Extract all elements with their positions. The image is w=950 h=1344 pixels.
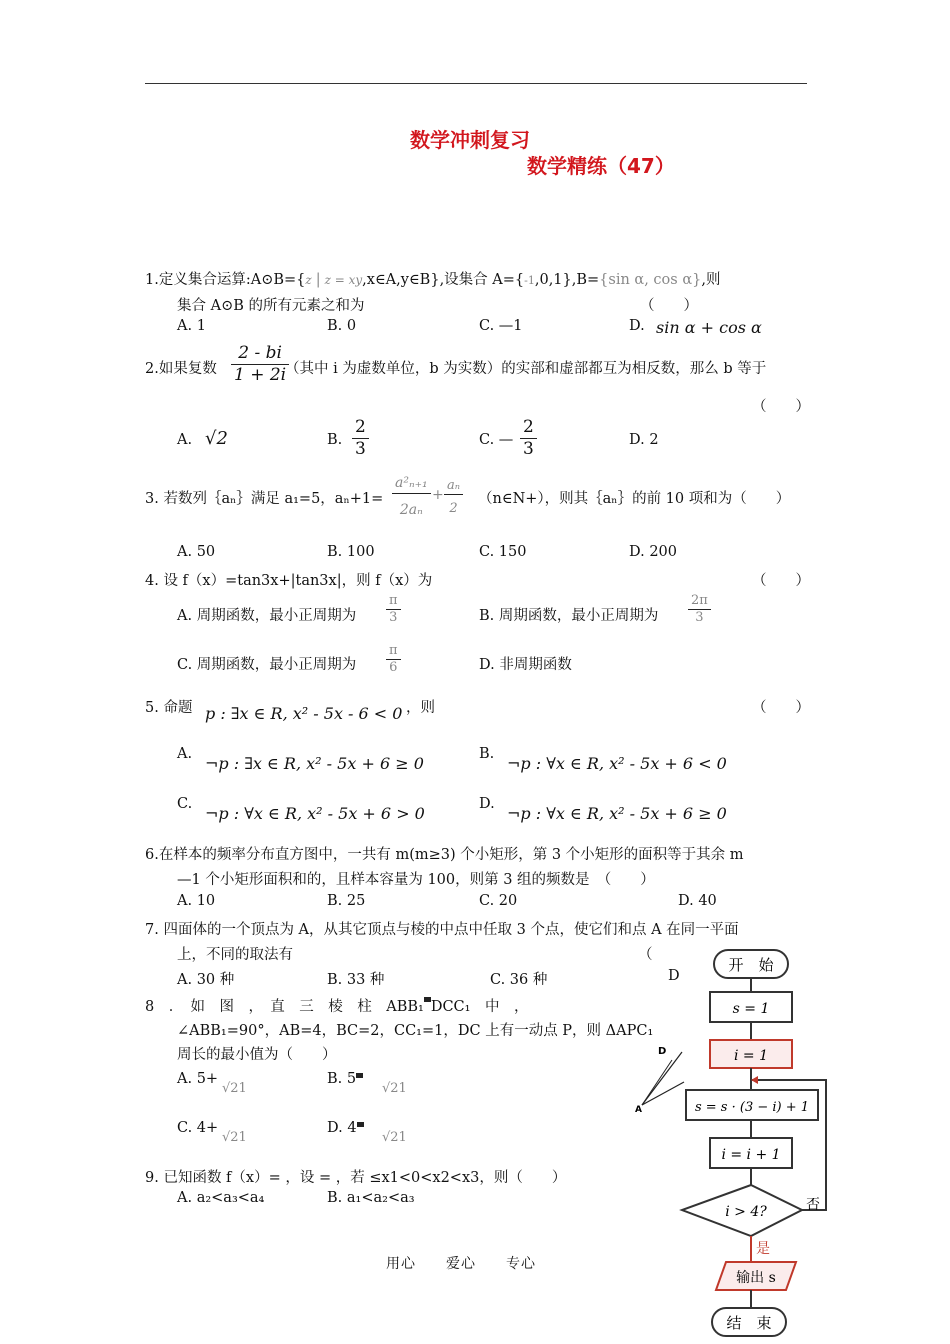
q7-line-2: 上，不同的取法有 (177, 947, 293, 963)
flow-start-text: 开 始 (728, 956, 774, 974)
q2-fraction (231, 343, 289, 387)
q2-b-num: 2 (352, 417, 369, 439)
flow-no-label: 否 (806, 1197, 820, 1213)
q8-option-a: A. 5+ (177, 1071, 219, 1087)
q5-pre: 5. 命题 (145, 700, 193, 716)
header-rule (145, 83, 807, 84)
q1-bar: | (315, 272, 321, 288)
q5-option-c-expr: ¬p : ∀x ∈ R, x² - 5x + 6 > 0 (205, 804, 425, 823)
q6-line-1: 6.在样本的频率分布直方图中，一共有 m(m≥3) 个小矩形，第 3 个小矩形的面积等于其余 m (145, 847, 744, 863)
q2-c-den: 3 (523, 439, 534, 460)
q3-den1: 2aₙ (399, 501, 423, 518)
q8-line-1 (145, 995, 528, 1016)
q4-c-num: π (386, 643, 401, 660)
q8-option-d-text: D. 4 (327, 1120, 357, 1136)
q9-text: 9. 已知函数 f（x）= ，设 = ，若 ≤x1<0<x2<x3，则（ ） (145, 1170, 567, 1186)
flow-output-text: 输出 s (736, 1270, 776, 1286)
q4-b-num: 2π (688, 593, 711, 610)
q5-expr: p : ∃x ∈ R, x² - 5x - 6 < 0 (205, 704, 403, 723)
page-subtitle: 数学精练（47） (527, 154, 675, 178)
q8-option-d-rad: √21 (382, 1130, 407, 1145)
q4-c-den: 6 (389, 660, 398, 676)
q1-text-a: 1.定义集合运算:A⊙B={ (145, 272, 306, 288)
q2-paren: （ ） (752, 399, 810, 415)
q3-den2: 2 (449, 501, 458, 517)
q2-den: 1 + 2i (234, 365, 287, 386)
q4-text: 4. 设 f（x）=tan3x+|tan3x|，则 f（x）为 (145, 573, 433, 589)
question-1-line-2: 集合 A⊙B 的所有元素之和为 (177, 298, 365, 314)
q1-option-c: C. —1 (479, 318, 523, 334)
question-1-line-1 (145, 268, 720, 289)
q1-text-c: ,0,1},B= (534, 272, 600, 288)
q5-option-d: D. (479, 796, 495, 812)
q4-option-a-frac (386, 593, 401, 627)
q1-set-b: {sin α, cos α} (599, 272, 702, 288)
q1-set-cond: z = xy (324, 273, 363, 287)
q2-b-den: 3 (355, 439, 366, 460)
q1-text-b: ,x∈A,y∈B},设集合 A={ (362, 272, 525, 288)
q4-option-b-frac (688, 593, 711, 627)
q9-option-a: A. a₂<a₃<a₄ (177, 1190, 265, 1206)
flow-end-text: 结 束 (726, 1314, 772, 1332)
q4-option-c-frac (386, 643, 401, 677)
q1-text-d: ,则 (701, 272, 721, 288)
q9-option-b: B. a₁<a₂<a₃ (327, 1190, 415, 1206)
q1-option-d-expr: sin α + cos α (656, 318, 762, 337)
q5-post: ，则 (406, 700, 435, 716)
q1-option-d-label: D. (629, 318, 645, 334)
q2-c-num: 2 (520, 417, 537, 439)
q3-option-b: B. 100 (327, 544, 375, 560)
q7-option-d: D (668, 968, 680, 984)
q4-a-den: 3 (389, 610, 398, 626)
flow-increment-text: i = i + 1 (721, 1147, 781, 1163)
q1-option-a: A. 1 (177, 318, 206, 334)
q6-option-b: B. 25 (327, 893, 366, 909)
q8-b-square (356, 1073, 363, 1078)
q2-pre: 2.如果复数 (145, 361, 217, 377)
flow-init-s-text: s = 1 (732, 1001, 770, 1017)
q8-line-1a: 8 ． 如 图 ， 直 三 棱 柱 ABB₁ (145, 999, 424, 1015)
q8-option-c-rad: √21 (222, 1130, 247, 1145)
q4-option-c: C. 周期函数，最小正周期为 (177, 657, 357, 673)
q2-option-b-frac (352, 417, 369, 461)
flow-init-i-text: i = 1 (733, 1048, 769, 1064)
q8-line-2: ∠ABB₁=90°，AB=4，BC=2，CC₁=1，DC 上有一动点 P，则 ΔAPC₁ (177, 1023, 654, 1039)
q3-frac2 (444, 478, 463, 518)
q3-plus: + (432, 487, 444, 503)
q2-post: （其中 i 为虚数单位，b 为实数）的实部和虚部都互为相反数，那么 b 等于 (285, 361, 767, 377)
q7-option-a: A. 30 种 (177, 972, 235, 988)
q6-option-a: A. 10 (177, 893, 216, 909)
q6-line-2: —1 个小矩形面积和的，且样本容量为 100，则第 3 组的频数是 （ ） (177, 872, 655, 888)
q5-option-a-expr: ¬p : ∃x ∈ R, x² - 5x + 6 ≥ 0 (205, 754, 424, 773)
q8-option-b-text: B. 5 (327, 1071, 357, 1087)
q2-option-c-frac (520, 417, 537, 461)
q4-a-num: π (386, 593, 401, 610)
q3-option-a: A. 50 (177, 544, 216, 560)
q5-option-d-expr: ¬p : ∀x ∈ R, x² - 5x + 6 ≥ 0 (507, 804, 727, 823)
q2-option-a: A. (177, 432, 193, 448)
q3-option-d: D. 200 (629, 544, 678, 560)
q2-option-b: B. (327, 432, 343, 448)
q7-option-c: C. 36 种 (490, 972, 548, 988)
q6-option-c: C. 20 (479, 893, 518, 909)
q8-line-1b: DCC₁ 中 ， (430, 999, 529, 1015)
q8-option-a-rad: √21 (222, 1081, 247, 1096)
page-title: 数学冲刺复习 (410, 128, 530, 152)
flowchart (630, 940, 830, 1344)
q8-option-c: C. 4+ (177, 1120, 219, 1136)
flow-yes-label: 是 (756, 1241, 770, 1257)
flow-update-text: s = s · (3 − i) + 1 (694, 1100, 810, 1115)
q3-frac1 (392, 475, 431, 519)
page-footer: 用心 爱心 专心 (386, 1256, 536, 1272)
q3-pre: 3. 若数列｛aₙ｝满足 a₁=5，aₙ+1= (145, 491, 384, 507)
q3-option-c: C. 150 (479, 544, 527, 560)
q2-option-d: D. 2 (629, 432, 659, 448)
q5-option-a: A. (177, 746, 193, 762)
q7-paren: （ (638, 947, 653, 963)
q5-option-c: C. (177, 796, 193, 812)
q5-option-b: B. (479, 746, 495, 762)
q4-option-a: A. 周期函数，最小正周期为 (177, 608, 357, 624)
q6-option-d: D. 40 (678, 893, 717, 909)
q5-option-b-expr: ¬p : ∀x ∈ R, x² - 5x + 6 < 0 (507, 754, 727, 773)
q4-b-den: 3 (695, 610, 704, 626)
q2-option-c: C. — (479, 432, 514, 448)
figure-label-d: D (658, 1046, 667, 1057)
figure-label-a: A (635, 1105, 642, 1115)
q7-option-b: B. 33 种 (327, 972, 385, 988)
q8-line-3: 周长的最小值为（ ） (177, 1047, 337, 1063)
q3-num2: aₙ (444, 478, 463, 495)
q3-num1: a²ₙ₊₁ (392, 475, 431, 494)
q2-num: 2 - bi (231, 343, 289, 365)
q4-option-d: D. 非周期函数 (479, 657, 572, 673)
flow-decision-text: i > 4? (725, 1204, 767, 1220)
q3-post: （n∈N+），则其｛aₙ｝的前 10 项和为（ ） (478, 491, 791, 507)
q4-option-b: B. 周期函数，最小正周期为 (479, 608, 659, 624)
q7-line-1: 7. 四面体的一个顶点为 A，从其它顶点与棱的中点中任取 3 个点，使它们和点 A 在同一平面 (145, 922, 739, 938)
q8-option-b-rad: √21 (382, 1081, 407, 1096)
question-1-paren: （ ） (640, 298, 698, 314)
q5-paren: （ ） (752, 700, 810, 716)
q2-option-a-expr: √2 (205, 428, 228, 449)
q1-minus1: -1 (524, 274, 535, 287)
q8-square-glyph (424, 997, 431, 1002)
q8-option-b (327, 1071, 363, 1087)
q1-set-z: z (305, 273, 312, 287)
q8-d-square (357, 1122, 364, 1127)
q8-option-d (327, 1120, 364, 1136)
q1-option-b: B. 0 (327, 318, 357, 334)
q4-paren: （ ） (752, 573, 810, 589)
